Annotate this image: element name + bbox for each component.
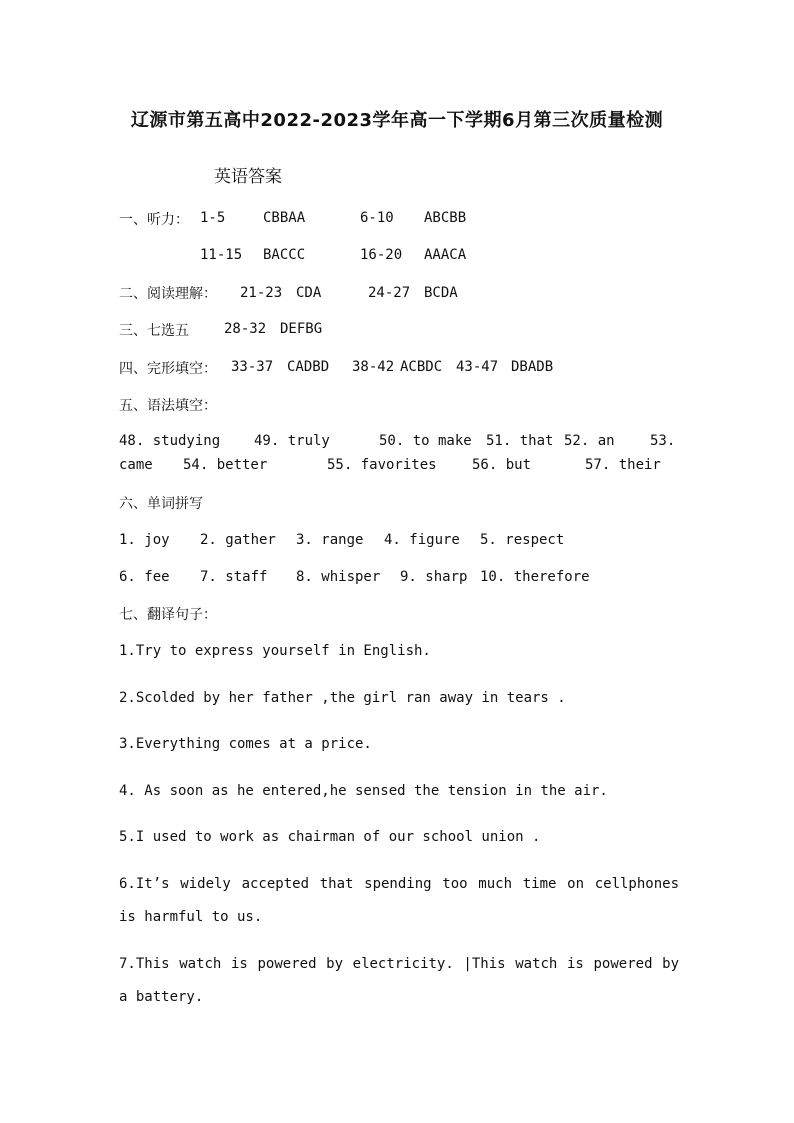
spelling-answer: 6. fee: [119, 569, 170, 585]
translation-label: 七、翻译句子：: [119, 607, 217, 623]
spelling-answer: 7. staff: [200, 569, 268, 585]
listening-label: 一、听力：: [119, 212, 189, 228]
seven-label: 三、七选五: [119, 323, 189, 339]
listening-answer: AAACA: [424, 247, 467, 263]
cloze-range: 43-47: [456, 359, 499, 375]
translation-sentence: 5.I used to work as chairman of our school union .: [119, 829, 541, 845]
listening-answer: BACCC: [263, 247, 306, 263]
grammar-answer: 52. an: [564, 433, 615, 449]
spelling-answer: 10. therefore: [480, 569, 590, 585]
translation-sentence: 7.This watch is powered by electricity. |This watch is powered by a battery.: [119, 956, 679, 1005]
spelling-answer: 5. respect: [480, 532, 565, 548]
spelling-answer: 3. range: [296, 532, 364, 548]
reading-range: 24-27: [368, 285, 411, 301]
spelling-answer: 9. sharp: [400, 569, 468, 585]
seven-answer: DEFBG: [280, 321, 323, 337]
translation-sentence: 4. As soon as he entered,he sensed the tension in the air.: [119, 783, 608, 799]
listening-answer: CBBAA: [263, 210, 306, 226]
cloze-answer: DBADB: [511, 359, 554, 375]
cloze-range: 38-42: [352, 359, 395, 375]
grammar-answer: 50. to make: [379, 433, 472, 449]
document-subtitle: 英语答案: [214, 167, 282, 187]
listening-range: 1-5: [200, 210, 226, 226]
grammar-answer: 49. truly: [254, 433, 330, 449]
cloze-answer: ACBDC: [400, 359, 443, 375]
cloze-answer: CADBD: [287, 359, 330, 375]
grammar-answer: came: [119, 457, 153, 473]
translation-sentence: 2.Scolded by her father ,the girl ran away in tears .: [119, 690, 566, 706]
grammar-answer: 56. but: [472, 457, 532, 473]
reading-label: 二、阅读理解：: [119, 286, 217, 302]
spelling-answer: 4. figure: [384, 532, 460, 548]
cloze-range: 33-37: [231, 359, 274, 375]
listening-range: 11-15: [200, 247, 243, 263]
grammar-answer: 53.: [650, 433, 676, 449]
grammar-answer: 51. that: [486, 433, 554, 449]
grammar-answer: 48. studying: [119, 433, 221, 449]
spelling-answer: 8. whisper: [296, 569, 381, 585]
grammar-answer: 57. their: [585, 457, 661, 473]
cloze-label: 四、完形填空：: [119, 361, 217, 377]
spelling-label: 六、单词拼写: [119, 496, 203, 512]
grammar-answer: 55. favorites: [327, 457, 437, 473]
translation-sentence: 1.Try to express yourself in English.: [119, 643, 431, 659]
grammar-label: 五、语法填空：: [119, 398, 217, 414]
listening-range: 6-10: [360, 210, 394, 226]
reading-answer: CDA: [296, 285, 322, 301]
spelling-answer: 1. joy: [119, 532, 170, 548]
listening-range: 16-20: [360, 247, 403, 263]
translation-sentence: 3.Everything comes at a price.: [119, 736, 372, 752]
seven-range: 28-32: [224, 321, 267, 337]
spelling-answer: 2. gather: [200, 532, 276, 548]
reading-answer: BCDA: [424, 285, 458, 301]
grammar-answer: 54. better: [183, 457, 268, 473]
reading-range: 21-23: [240, 285, 283, 301]
document-title: 辽源市第五高中2022-2023学年高一下学期6月第三次质量检测: [130, 110, 664, 131]
translation-sentence: 6.It’s widely accepted that spending too much time on cellphones is harmful to us.: [119, 876, 679, 925]
listening-answer: ABCBB: [424, 210, 467, 226]
